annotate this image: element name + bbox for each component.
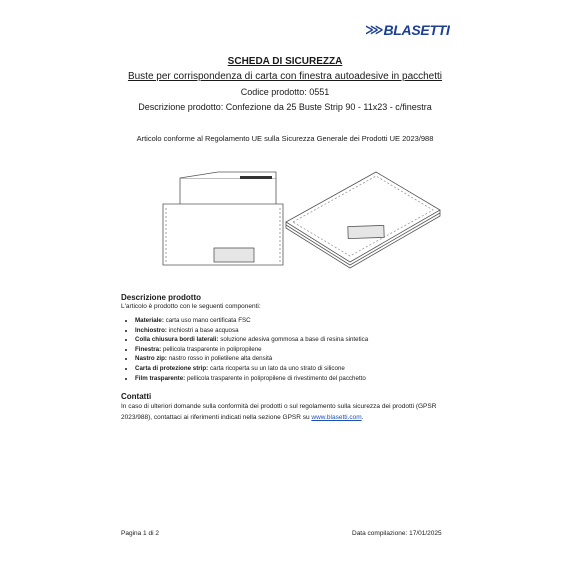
list-item: • Colla chiusura bordi laterali: soluzione adesiva gommosa a base di resina sintetica [135, 335, 461, 345]
list-item: • Finestra: pellicola trasparente in polipropilene [135, 345, 461, 355]
components-list [121, 316, 461, 383]
description-section [121, 293, 461, 383]
contacts-section [121, 392, 466, 423]
contacts-title: Contatti [121, 392, 152, 401]
list-item: • Materiale: carta uso mano certificata FSC [135, 316, 461, 326]
product-code: Codice prodotto: 0551 [240, 87, 330, 97]
logo-text: BLASETTI [383, 22, 450, 38]
document-subtitle: Buste per corrispondenza di carta con finestra autoadesive in pacchetti [127, 71, 443, 82]
list-item: • Carta di protezione strip: carta ricoperta su un lato da uno strato di silicone [135, 364, 461, 374]
document-header [0, 56, 570, 112]
description-title: Descrizione prodotto [121, 293, 202, 302]
description-intro: L'articolo è prodotto con le seguenti componenti: [121, 303, 261, 310]
envelope-window [214, 248, 254, 262]
logo-mark-icon: ⋙ [365, 22, 382, 38]
pack-window [348, 225, 384, 238]
list-item: • Inchiostro: inchiostri a base acquosa [135, 326, 461, 336]
product-description: Descrizione prodotto: Confezione da 25 Buste Strip 90 - 11x23 - c/finestra [138, 102, 432, 112]
compilation-date: Data compilazione: 17/01/2025 [352, 530, 442, 537]
red-zip-strip [240, 176, 272, 179]
conformity-statement: Articolo conforme al Regolamento UE sulla Sicurezza Generale dei Prodotti UE 2023/988 [136, 134, 434, 143]
list-item: • Film trasparente: pellicola trasparente in polipropilene di rivestimento del pacchetto [135, 374, 461, 384]
envelope-illustration [158, 170, 448, 290]
website-link[interactable]: www.blasetti.com [311, 413, 362, 421]
contacts-text: In caso di ulteriori domande sulla conformità dei prodotti o sul regolamento sulla sicurezza dei prodotti (GPSR 2023/988), contattaci ai riferimenti indicati nella sezione GPSR su www.blasetti.com. [121, 403, 437, 421]
page-number: Pagina 1 di 2 [121, 530, 159, 537]
document-title: SCHEDA DI SICUREZZA [227, 56, 343, 67]
brand-logo [365, 22, 450, 38]
list-item: • Nastro zip: nastro rosso in polietilene alta densità [135, 354, 461, 364]
